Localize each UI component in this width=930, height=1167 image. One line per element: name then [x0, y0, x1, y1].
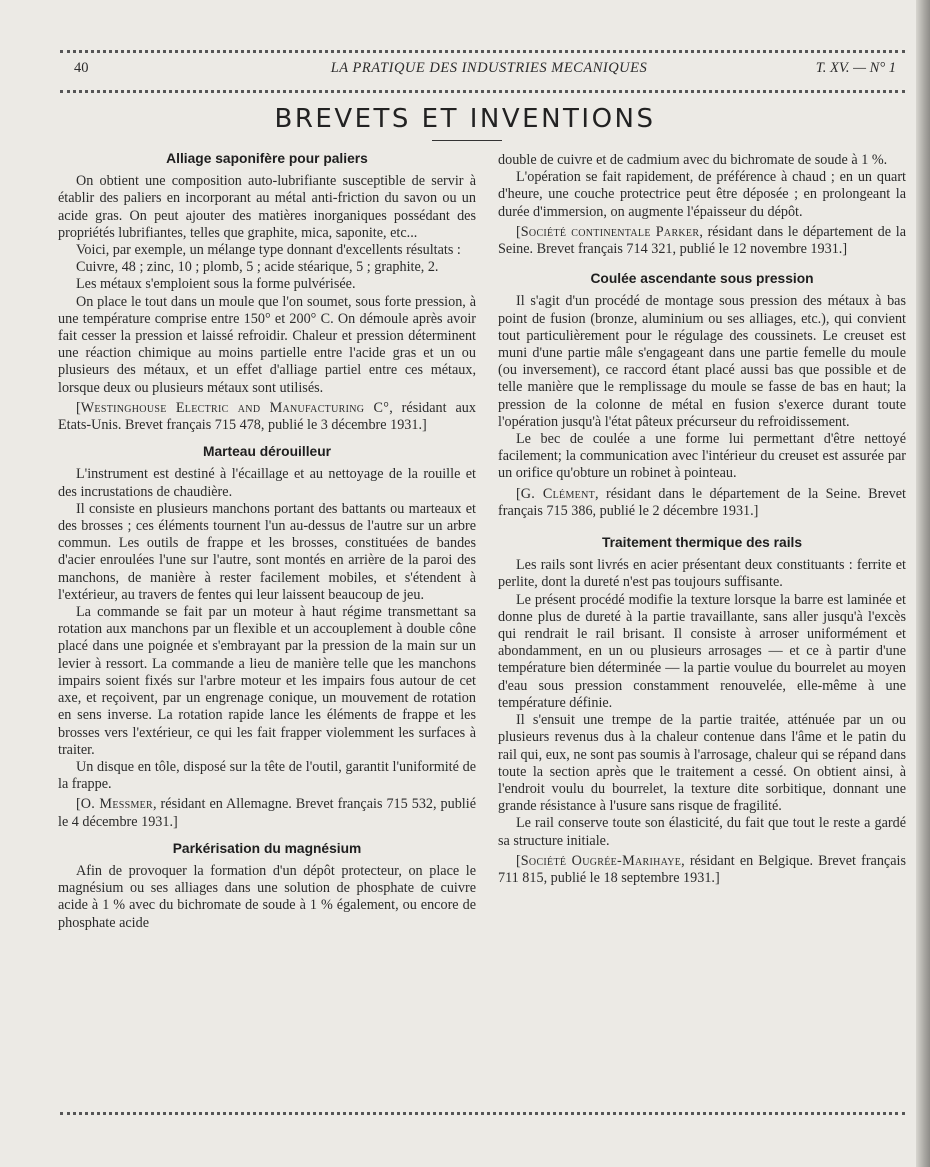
header-dotted-rule [60, 90, 905, 93]
journal-title: LA PRATIQUE DES INDUSTRIES MECANIQUES [330, 60, 648, 76]
article-paragraph: Afin de provoquer la formation d'un dépôt protecteur, on place le magnésium ou ses alliages dans une solution de phosphate de cuivre acide à 1 % avec du bichromate de soude à 1 % également, ou encore de phosphate acide [58, 862, 476, 931]
article-paragraph: double de cuivre et de cadmium avec du bichromate de soude à 1 %. [498, 152, 888, 168]
volume-number: T. XV. — N° 1 [815, 60, 896, 76]
article-title: Coulée ascendante sous pression [590, 271, 814, 287]
article-paragraph: Le bec de coulée a une forme lui permettant d'être nettoyé facilement; la communication avec l'intérieur du creuset est assurée par un orifice qu'obture un robinet à pointeau. [498, 431, 906, 482]
left-column [58, 150, 476, 932]
page-edge-shadow [916, 0, 930, 1167]
article-paragraph: On place le tout dans un moule que l'on soumet, sous forte pression, à une température comprise entre 150° et 200° C. On démoule après avoir fait cesser la pression et laissé refroidir. Chaleur et pression déterminent une réaction chimique au moins partielle entre l'acide gras et un ou plusieurs des métaux, et un effet d'alliage partiel entre ces métaux, lorsque deux ou plusieurs métaux sont utilisés. [58, 293, 476, 396]
patentee-name: G. Clément [520, 485, 595, 502]
article-paragraph: Il s'agit d'un procédé de montage sous pression des métaux à bas point de fusion (bronze, aluminium ou ses alliages, etc.), qui convient tout particulièrement pour le régulage des coussinets. Le creuset est muni d'une partie mâle s'engageant dans une partie femelle du moule (ou inversement), ce raccord étant placé aussi bas que possible et de telle manière que le remplissage du moule se fasse de bas en haut; la pression de la colonne de métal en fusion s'exerce durant toute l'opération jusqu'à l'état pâteux précurseur du refroidissement. [498, 293, 906, 430]
article-paragraph: Les rails sont livrés en acier présentant deux constituants : ferrite et perlite, dont la dureté n'est pas toujours suffisante. [498, 557, 906, 591]
article-paragraph: La commande se fait par un moteur à haut régime transmettant sa rotation aux manchons par un flexible et un accouplement à double cône placé dans une poignée et s'embrayant par la pression de la main sur un levier à ressort. La commande a lieu de manière telle que les manchons impairs soient fixés sur l'arbre moteur et les impairs fous autour de cet axe, et reçoivent, par un engrenage conique, un mouvement de rotation en sens inverse. La rotation rapide lance les éléments de frappe et les brosses vers l'extérieur, ce qui les fait frapper violemment les surfaces à traiter. [58, 604, 476, 758]
article-paragraph: Le rail conserve toute son élasticité, du fait que tout le reste a gardé sa structure initiale. [498, 815, 906, 849]
article-paragraph: Voici, par exemple, un mélange type donnant d'excellents résultats : [76, 242, 461, 259]
patent-reference: [Société Ougrée-Marihaye, résidant en Belgique. Brevet français 711 815, publié le 18 septembre 1931.] [498, 852, 906, 886]
article-title: Alliage saponifère pour paliers [166, 151, 368, 166]
article-paragraph: L'opération se fait rapidement, de préférence à chaud ; en un quart d'heure, une couche protectrice peut être déposée ; en prolongeant la durée d'immersion, on augmente l'épaisseur du dépôt. [498, 169, 906, 220]
patent-reference: [G. Clément, résidant dans le département de la Seine. Brevet français 715 386, publié le 2 décembre 1931.] [498, 485, 906, 519]
section-title: BREVETS ET INVENTIONS [274, 104, 656, 134]
article-title: Traitement thermique des rails [601, 535, 803, 551]
running-header [74, 60, 904, 84]
article-title: Marteau dérouilleur [202, 444, 332, 460]
article-title: Parkérisation du magnésium [172, 840, 362, 856]
right-column [498, 152, 906, 887]
article-paragraph: Il consiste en plusieurs manchons portant des battants ou marteaux et des brosses ; ces éléments tournent l'un au-dessus de l'autre sur un arbre commun. Les outils de frappe et les brosses, constituées de bandes d'acier enroulées l'une sur l'autre, sont montés en arrière de la paroi des manchons, de manière à rester facilement mobiles, et s'étendent à l'extérieur, au travers de fentes qui leur laissent beaucoup de jeu. [58, 500, 476, 603]
patent-reference: [Société continentale Parker, résidant dans le département de la Seine. Brevet français 714 321, publié le 12 novembre 1931.] [498, 223, 907, 258]
article-paragraph: On obtient une composition auto-lubrifiante susceptible de servir à établir des paliers en incorporant au métal anti-friction du savon ou un acide gras. On peut ajouter des matières inorganiques possédant des propriétés lubrifiantes, telles que graphite, mica, saponite, etc... [58, 173, 476, 241]
article-paragraph: Le présent procédé modifie la texture lorsque la barre est laminée et donne plus de dureté à la partie travaillante, sans aller jusqu'à l'excès qui rendrait le rail brisant. Il consiste à arroser uniformément et abondamment, en un ou plusieurs arrosages — et ce à partir d'une température bien déterminée — la partie voulue du bourrelet au moyen d'eau sous pression constamment renouvelée, elle-même à une température définie. [498, 591, 906, 711]
article-paragraph: Il s'ensuit une trempe de la partie traitée, atténuée par un ou plusieurs revenus dus à la chaleur contenue dans l'âme et le patin du rail qui, eux, ne sont pas soumis à l'arrosage, chaleur qui se répand dans toute la section après que le traitement a cessé. On obtient ainsi, à l'endroit voulu du bourrelet, la texture dite sorbitique, donnant une grande résistance à l'usure sans risque de fragilité. [498, 712, 906, 815]
bottom-dotted-rule [60, 1112, 905, 1115]
patent-details: , résidant aux Etats-Unis. Brevet français 715 478, publié le 3 décembre 1931.] [58, 399, 476, 434]
article-paragraph: L'instrument est destiné à l'écaillage et au nettoyage de la rouille et des incrustations de chaudière. [58, 466, 476, 500]
article-paragraph: Cuivre, 48 ; zinc, 10 ; plomb, 5 ; acide stéarique, 5 ; graphite, 2. [76, 259, 439, 276]
patent-reference: [Westinghouse Electric and Manufacturing C°, résidant aux Etats-Unis. Brevet français 715 478, publié le 3 décembre 1931.] [58, 399, 476, 434]
page-number: 40 [74, 60, 89, 76]
patent-details: , résidant en Allemagne. Brevet français 715 532, publié le 4 décembre 1931.] [58, 796, 476, 830]
title-underline [432, 140, 502, 141]
top-dotted-rule [60, 50, 905, 53]
patent-details: , résidant dans le département de la Seine. Brevet français 715 386, publié le 2 décembre 1931.] [498, 485, 906, 519]
patentee-name: O. Messmer [80, 796, 154, 813]
patent-reference: [O. Messmer, résidant en Allemagne. Brevet français 715 532, publié le 4 décembre 1931.] [58, 796, 476, 830]
patent-details: , résidant dans le département de la Seine. Brevet français 714 321, publié le 12 novembre 1931.] [498, 223, 907, 258]
patentee-name: Westinghouse Electric and Manufacturing C° [80, 399, 390, 416]
patentee-name: Société continentale Parker [520, 223, 700, 240]
patent-details: , résidant en Belgique. Brevet français 711 815, publié le 18 septembre 1931.] [498, 852, 906, 886]
article-paragraph: Les métaux s'emploient sous la forme pulvérisée. [76, 276, 356, 293]
article-paragraph: Un disque en tôle, disposé sur la tête de l'outil, garantit l'uniformité de la frappe. [58, 758, 476, 793]
patentee-name: Société Ougrée-Marihaye [520, 852, 682, 869]
